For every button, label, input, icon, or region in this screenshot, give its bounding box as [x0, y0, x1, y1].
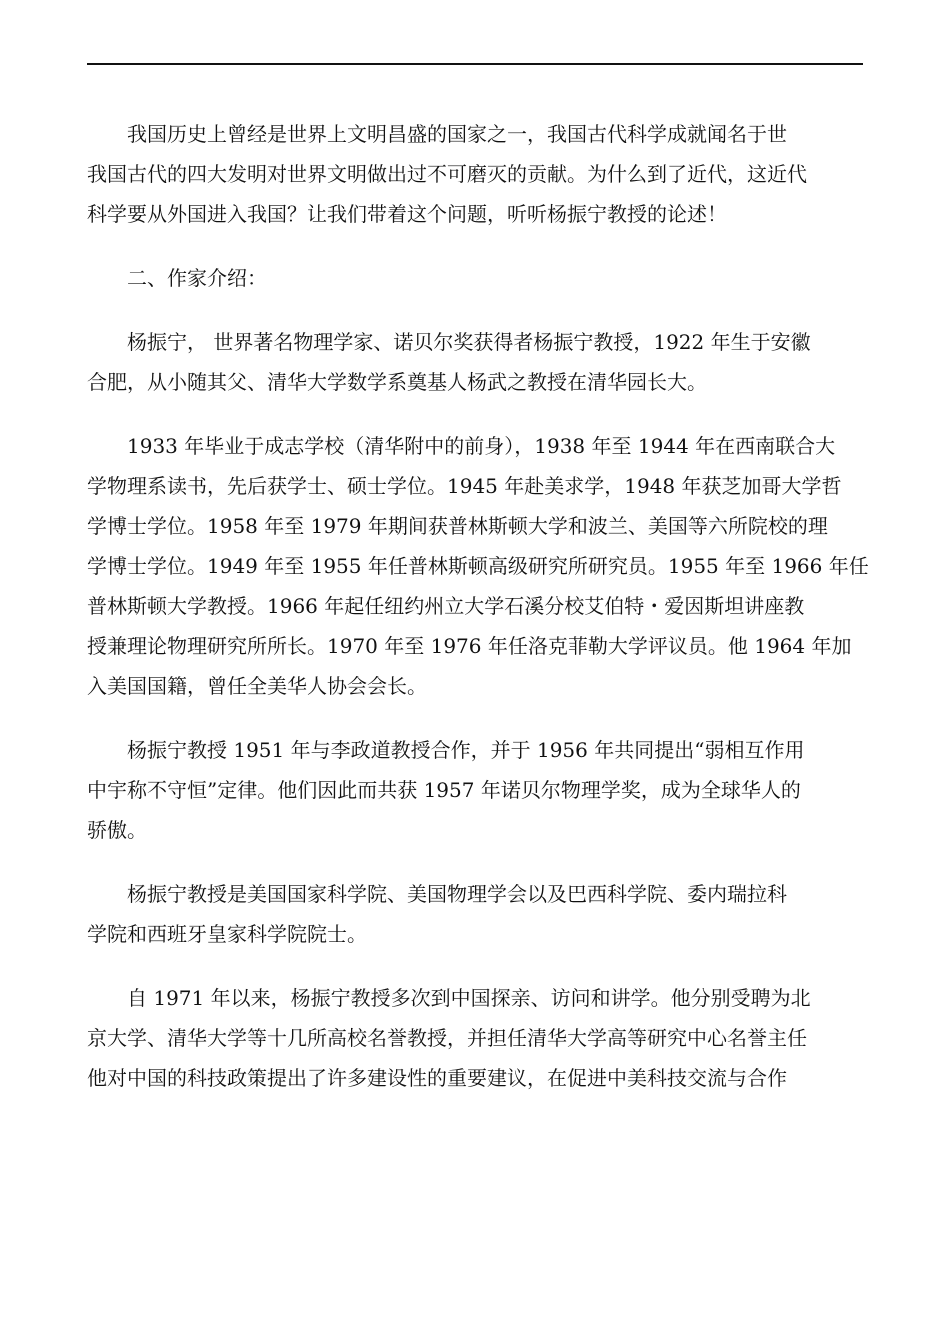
- text-line: 学博士学位。1958 年至 1979 年期间获普林斯顿大学和波兰、美国等六所院校的理: [87, 514, 828, 538]
- text-line: 科学要从外国进入我国？让我们带着这个问题，听听杨振宁教授的论述！: [87, 202, 727, 226]
- text-line: 我国历史上曾经是世界上文明昌盛的国家之一，我国古代科学成就闻名于世: [87, 122, 787, 146]
- paragraph-author-intro: [87, 322, 867, 402]
- text-line: 1933 年毕业于成志学校（清华附中的前身），1938 年至 1944 年在西南联合大: [87, 434, 836, 458]
- paragraph-nobel-prize: [87, 730, 867, 850]
- document-body: [87, 114, 867, 1098]
- text-line: 他对中国的科技政策提出了许多建设性的重要建议，在促进中美科技交流与合作: [87, 1066, 787, 1090]
- section-heading: [87, 258, 867, 298]
- text-line: 普林斯顿大学教授。1966 年起任纽约州立大学石溪分校艾伯特・爱因斯坦讲座教: [87, 594, 805, 618]
- header-rule: [87, 63, 863, 65]
- paragraph-china-visits: [87, 978, 867, 1098]
- text-line: 骄傲。: [87, 818, 147, 842]
- text-line: 杨振宁教授是美国国家科学院、美国物理学会以及巴西科学院、委内瑞拉科: [87, 882, 787, 906]
- text-line: 学院和西班牙皇家科学院院士。: [87, 922, 367, 946]
- text-line: 杨振宁， 世界著名物理学家、诺贝尔奖获得者杨振宁教授，1922 年生于安徽: [87, 330, 811, 354]
- paragraph-intro: [87, 114, 867, 234]
- text-line: 我国古代的四大发明对世界文明做出过不可磨灭的贡献。为什么到了近代，这近代: [87, 162, 807, 186]
- text-line: 合肥，从小随其父、清华大学数学系奠基人杨武之教授在清华园长大。: [87, 370, 707, 394]
- text-line: 中宇称不守恒”定律。他们因此而共获 1957 年诺贝尔物理学奖，成为全球华人的: [87, 778, 801, 802]
- text-line: 入美国国籍，曾任全美华人协会会长。: [87, 674, 427, 698]
- paragraph-academies: [87, 874, 867, 954]
- paragraph-education-career: [87, 426, 867, 706]
- text-line: 授兼理论物理研究所所长。1970 年至 1976 年任洛克菲勒大学评议员。他 1964 年加: [87, 634, 852, 658]
- text-line: 自 1971 年以来，杨振宁教授多次到中国探亲、访问和讲学。他分别受聘为北: [87, 986, 811, 1010]
- text-line: 学博士学位。1949 年至 1955 年任普林斯顿高级研究所研究员。1955 年至 1966 年任: [87, 554, 869, 578]
- heading-line: 二、作家介绍：: [87, 266, 267, 290]
- text-line: 学物理系读书，先后获学士、硕士学位。1945 年赴美求学，1948 年获芝加哥大学哲: [87, 474, 842, 498]
- text-line: 杨振宁教授 1951 年与李政道教授合作，并于 1956 年共同提出“弱相互作用: [87, 738, 805, 762]
- text-line: 京大学、清华大学等十几所高校名誉教授，并担任清华大学高等研究中心名誉主任: [87, 1026, 807, 1050]
